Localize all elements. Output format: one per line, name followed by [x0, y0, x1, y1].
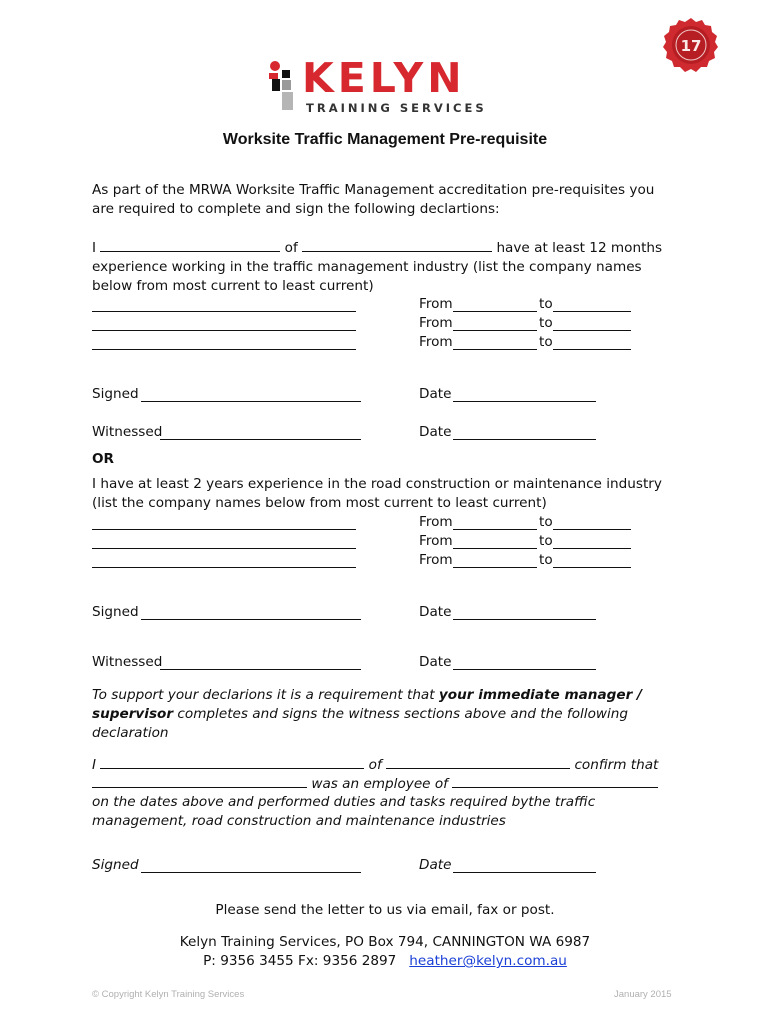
company-field[interactable] — [92, 311, 356, 312]
confirm-line-3: on the dates above and performed duties and tasks required bythe traffic — [92, 794, 596, 810]
to-date-field[interactable] — [553, 567, 631, 568]
seal-badge-icon — [662, 16, 720, 74]
i-label: I — [92, 240, 97, 256]
intro-line-1: As part of the MRWA Worksite Traffic Management accreditation pre-requisites you — [92, 182, 655, 198]
logo-wordmark: KELYN — [302, 54, 466, 102]
employee-name-field[interactable] — [92, 774, 307, 788]
postal-address: Kelyn Training Services, PO Box 794, CANNINGTON WA 6987 — [179, 934, 591, 950]
witnessed-label: Witnessed — [92, 654, 163, 670]
date-field[interactable] — [453, 439, 596, 440]
support-text: To support your declarions it is a requirement that — [92, 687, 439, 703]
manager-company-field[interactable] — [386, 755, 570, 769]
employer-field[interactable] — [452, 774, 658, 788]
from-label: From — [419, 514, 453, 530]
or-label: OR — [92, 451, 115, 467]
of-label: of — [284, 240, 298, 256]
to-label: to — [539, 334, 553, 350]
from-label: From — [419, 334, 453, 350]
from-date-field[interactable] — [453, 548, 537, 549]
confirm-line-2 — [92, 774, 658, 794]
support-line-3: declaration — [92, 725, 169, 741]
to-date-field[interactable] — [553, 349, 631, 350]
footer-date: January 2015 — [614, 989, 672, 1000]
from-date-field[interactable] — [453, 567, 537, 568]
from-date-field[interactable] — [453, 330, 537, 331]
declaration-1-line-2: experience working in the traffic management industry (list the company names — [92, 259, 642, 275]
date-field[interactable] — [453, 401, 596, 402]
from-date-field[interactable] — [453, 529, 537, 530]
signature-field[interactable] — [141, 872, 361, 873]
to-label: to — [539, 514, 553, 530]
date-label: Date — [419, 857, 452, 873]
to-date-field[interactable] — [553, 548, 631, 549]
i-label: I — [92, 757, 97, 773]
email-link[interactable]: heather@kelyn.com.au — [409, 953, 567, 969]
to-label: to — [539, 315, 553, 331]
location-field[interactable] — [302, 238, 492, 252]
signed-label: Signed — [92, 857, 139, 873]
intro-line-2: are required to complete and sign the following declartions: — [92, 201, 500, 217]
from-label: From — [419, 296, 453, 312]
date-field[interactable] — [453, 619, 596, 620]
copyright-notice: © Copyright Kelyn Training Services — [92, 989, 245, 1000]
support-emphasis: your immediate manager / — [438, 687, 642, 703]
confirm-line-4: management, road construction and maintenance industries — [92, 813, 506, 829]
signed-label: Signed — [92, 386, 139, 402]
signature-field[interactable] — [141, 401, 361, 402]
company-field[interactable] — [92, 548, 356, 549]
support-text: completes and signs the witness sections above and the following — [173, 706, 629, 722]
company-field[interactable] — [92, 330, 356, 331]
to-date-field[interactable] — [553, 529, 631, 530]
to-date-field[interactable] — [553, 311, 631, 312]
date-field[interactable] — [453, 872, 596, 873]
witness-signature-field[interactable] — [160, 439, 361, 440]
support-line-2 — [92, 705, 628, 724]
send-instructions: Please send the letter to us via email, fax or post. — [215, 902, 555, 918]
date-field[interactable] — [453, 669, 596, 670]
have-text: have at least 12 months — [496, 240, 663, 256]
declaration-1-line-1 — [92, 238, 662, 258]
to-label: to — [539, 533, 553, 549]
phone-fax: P: 9356 3455 Fx: 9356 2897 — [203, 953, 397, 969]
date-label: Date — [419, 386, 452, 402]
signature-field[interactable] — [141, 619, 361, 620]
to-label: to — [539, 552, 553, 568]
page-title: Worksite Traffic Management Pre-requisite — [222, 131, 548, 148]
from-label: From — [419, 315, 453, 331]
of-label: of — [368, 757, 382, 773]
date-label: Date — [419, 604, 452, 620]
support-line-1 — [92, 686, 642, 705]
from-date-field[interactable] — [453, 311, 537, 312]
from-date-field[interactable] — [453, 349, 537, 350]
declaration-1-line-3: below from most current to least current) — [92, 278, 374, 294]
support-emphasis: supervisor — [92, 706, 174, 722]
seal-number: 17 — [680, 37, 702, 55]
confirm-line-1 — [92, 755, 658, 775]
witness-signature-field[interactable] — [160, 669, 361, 670]
employee-text: was an employee of — [311, 776, 448, 792]
to-label: to — [539, 296, 553, 312]
company-field[interactable] — [92, 529, 356, 530]
declaration-2-line-1: I have at least 2 years experience in the road construction or maintenance industry — [92, 476, 662, 492]
date-label: Date — [419, 654, 452, 670]
from-label: From — [419, 533, 453, 549]
contact-line — [0, 953, 770, 969]
date-label: Date — [419, 424, 452, 440]
logo-tagline: TRAINING SERVICES — [306, 101, 487, 115]
declaration-2-line-2: (list the company names below from most current to least current) — [92, 495, 547, 511]
confirm-text: confirm that — [574, 757, 659, 773]
logo-figure-icon — [266, 60, 300, 114]
from-label: From — [419, 552, 453, 568]
kelyn-logo — [266, 54, 506, 115]
company-field[interactable] — [92, 349, 356, 350]
manager-name-field[interactable] — [100, 755, 364, 769]
to-date-field[interactable] — [553, 330, 631, 331]
signed-label: Signed — [92, 604, 139, 620]
witnessed-label: Witnessed — [92, 424, 163, 440]
name-field[interactable] — [100, 238, 280, 252]
company-field[interactable] — [92, 567, 356, 568]
